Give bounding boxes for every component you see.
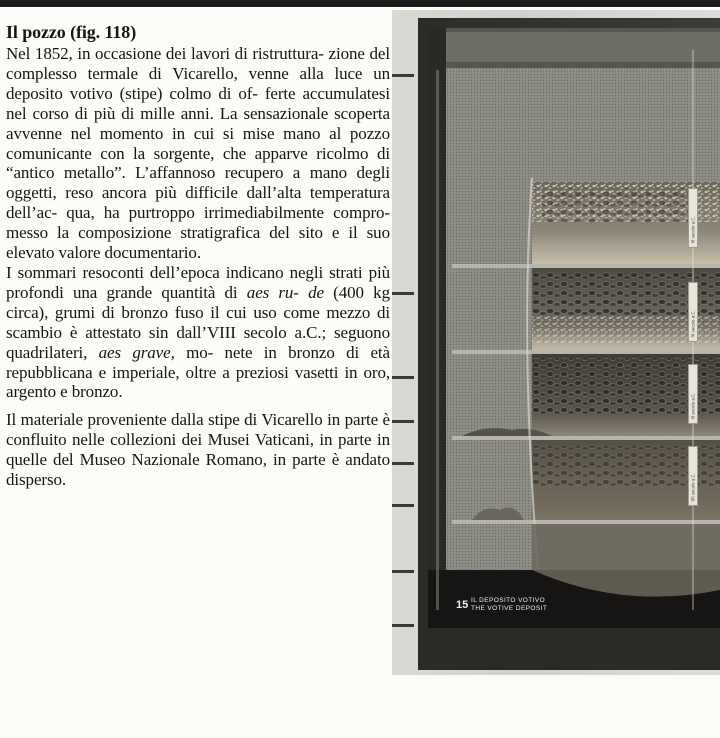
paragraph-1 bbox=[6, 44, 390, 263]
period-label: III secolo a.C. bbox=[688, 364, 698, 424]
article-heading: Il pozzo (fig. 118) bbox=[6, 22, 137, 42]
text-run: mo- nete in bronzo di età repubblicana e imperiale, oltre a preziosi vasetti in oro, argento e bronzo. bbox=[6, 342, 390, 402]
article-text bbox=[6, 22, 390, 490]
text-run: Nel 1852, in occasione dei lavori di ristruttura- zione del complesso termale di Vicarello, venne alla luce un deposito votivo (stipe) colmo di of- ferte accumulatesi nel corso di più di mille anni. La sensazionale scoperta avvenne nel momento in cui si mise mano al pozzo comunicante con la sorgente, che apparve ricolmo di “antico metallo”. L’affannoso recupero a mano degli oggetti, reso ancora più difficile dall’alta temperatura dell’ac- qua, ha purtroppo irrimediabilmente compro- messo la composizione stratigrafica del sito e il suo elevato valore documentario. bbox=[6, 44, 390, 263]
period-label: IV secolo a.C. bbox=[688, 282, 698, 342]
italic-term: aes ru- de bbox=[246, 282, 324, 302]
paragraph-2 bbox=[6, 263, 390, 402]
caption-number: 15 bbox=[456, 599, 469, 611]
text-run: I sommari resoconti dell’epoca indicano negli strati più profondi una grande quantità di bbox=[6, 262, 390, 302]
text-run: (400 kg circa), grumi di bronzo fuso il cui uso come mezzo di scambio è attestato sin dall’VIII secolo a.C.; seguono quadrilateri, bbox=[6, 282, 390, 362]
display-case-illustration bbox=[392, 10, 720, 675]
period-label: VI secolo a.C. bbox=[688, 188, 698, 248]
text-run: Il materiale proveniente dalla stipe di Vicarello in parte è confluito nelle collezioni dei Musei Vaticani, in parte in quelle del Museo Nazionale Romano, in parte è andato disperso. bbox=[6, 410, 390, 490]
top-rule bbox=[0, 0, 720, 7]
caption-italian: IL DEPOSITO VOTIVO bbox=[471, 597, 546, 604]
showcase-photo bbox=[392, 10, 720, 675]
paragraph-3 bbox=[6, 410, 390, 490]
period-label: VII secolo a.C. bbox=[688, 446, 698, 506]
caption-english: THE VOTIVE DEPOSIT bbox=[471, 605, 548, 612]
italic-term: aes grave, bbox=[98, 342, 175, 362]
